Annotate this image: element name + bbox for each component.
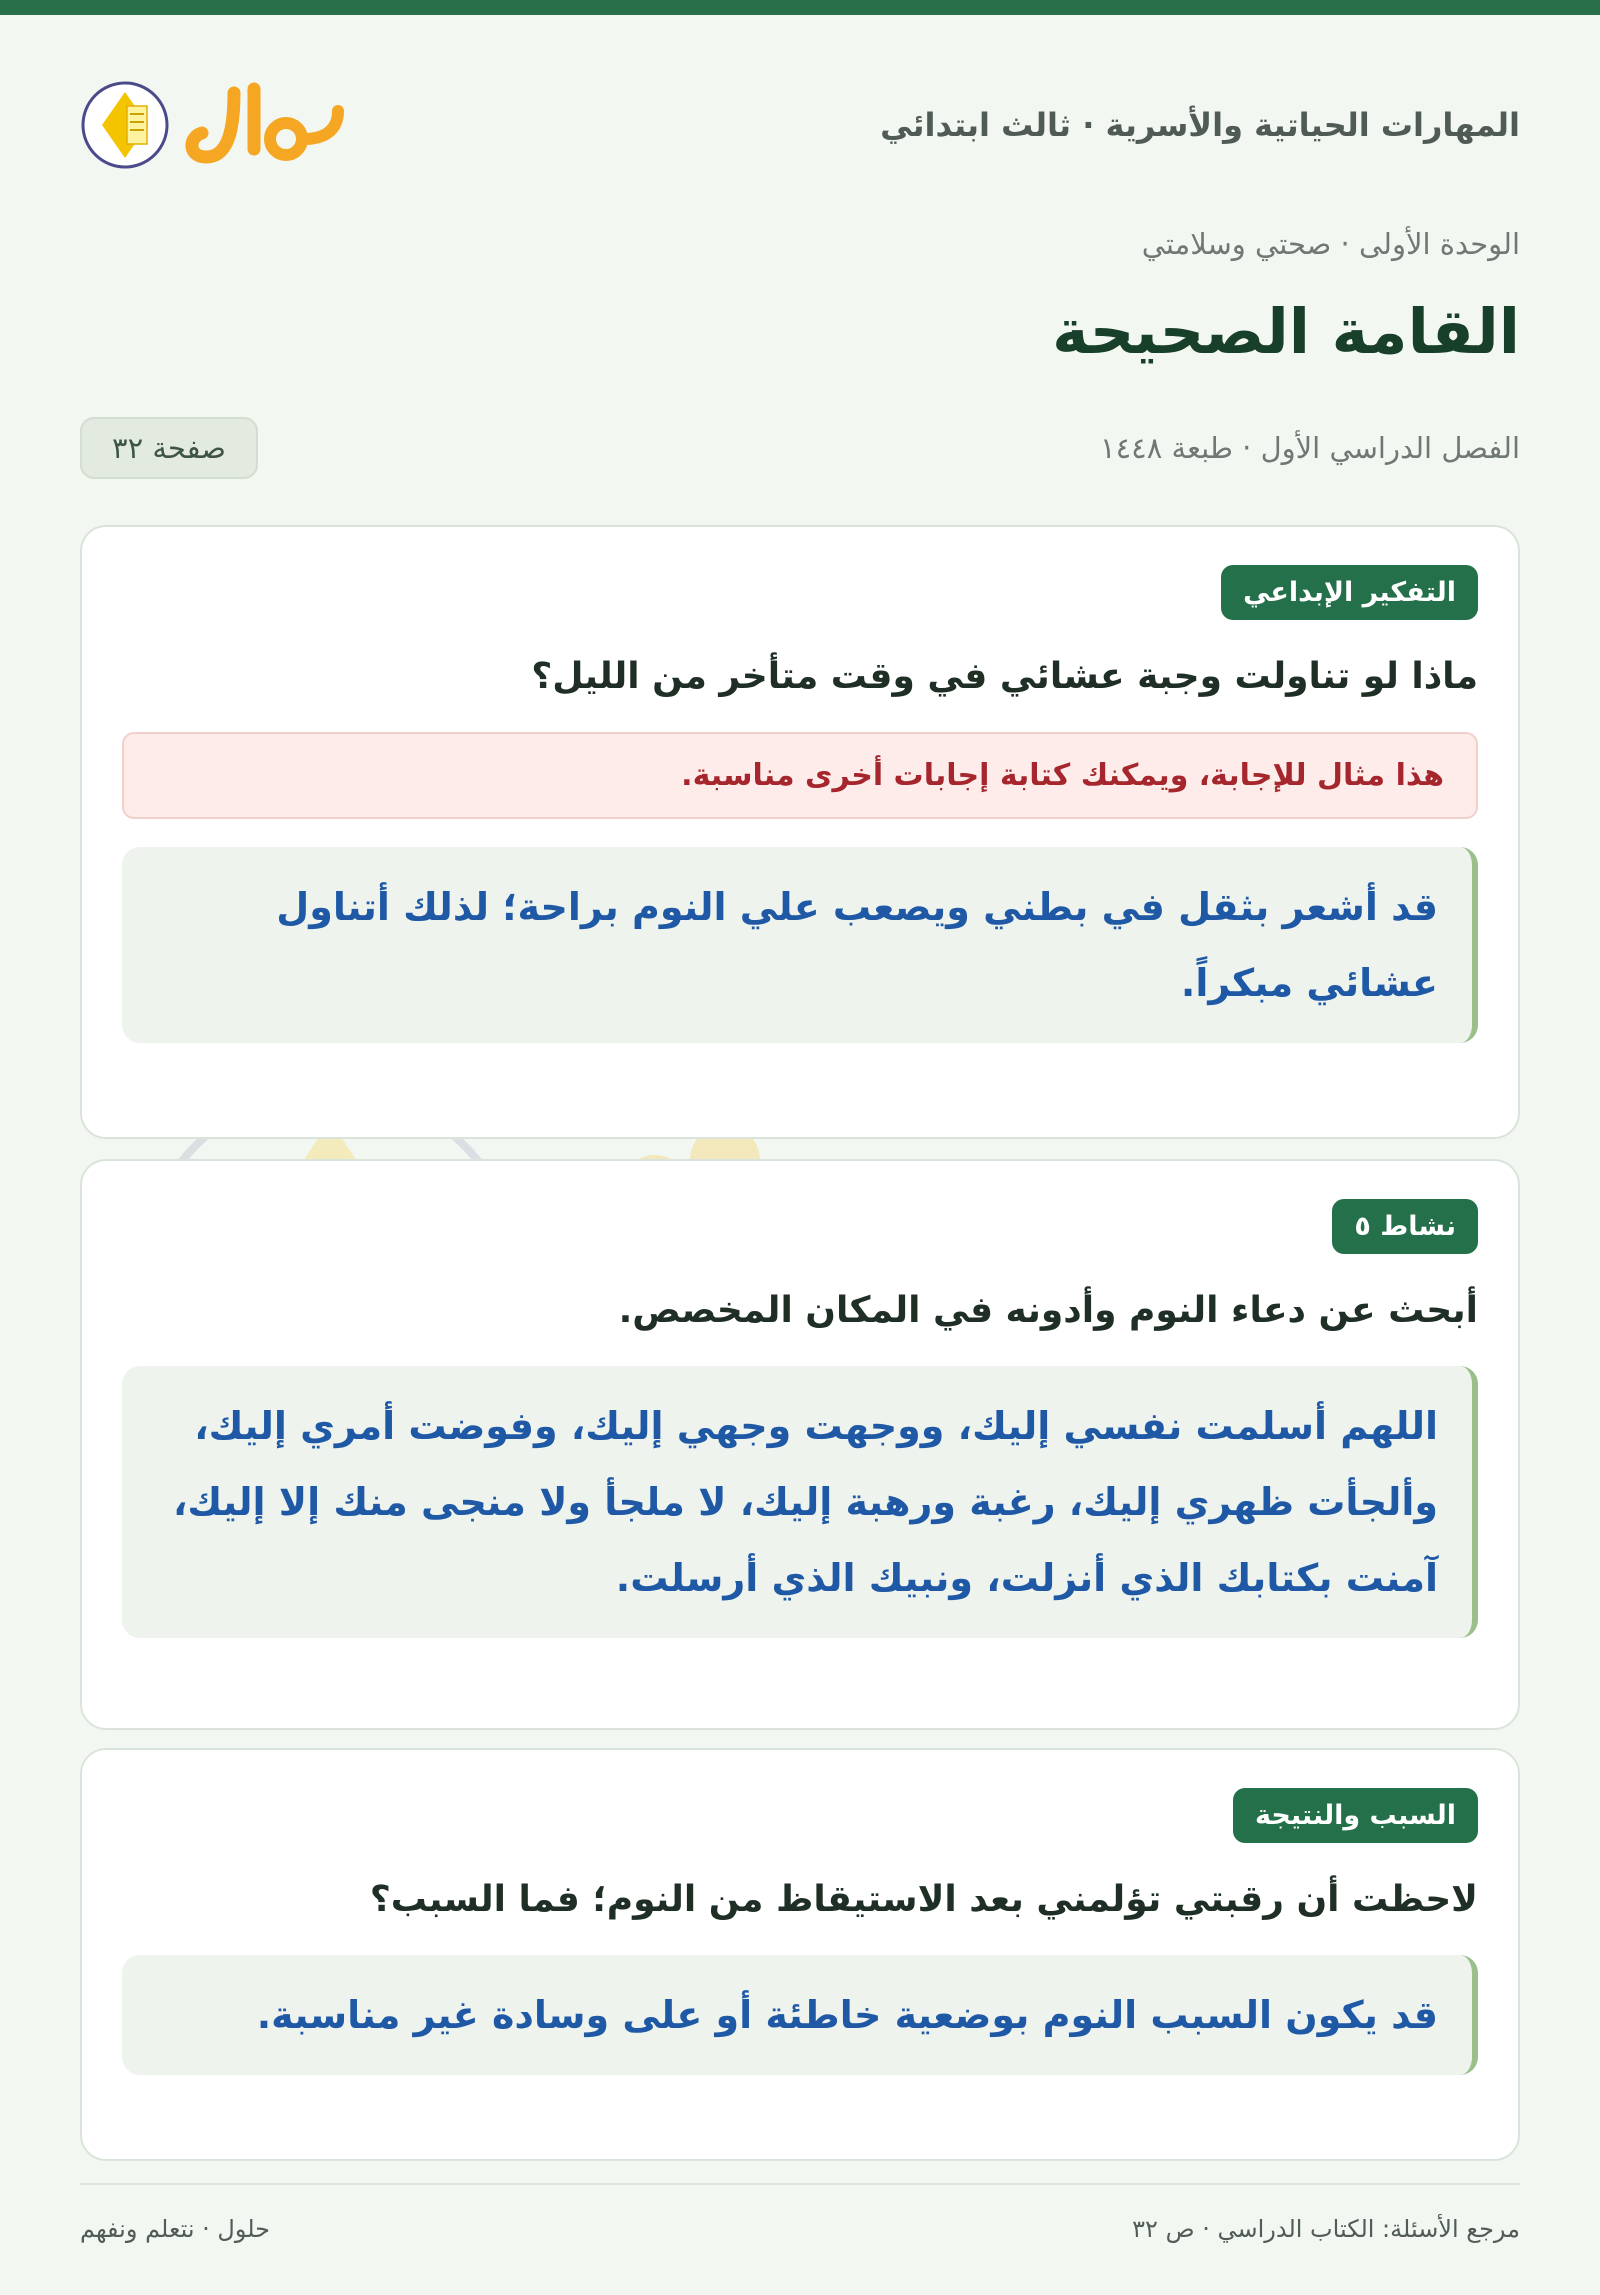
answer-box: قد يكون السبب النوم بوضعية خاطئة أو على وسادة غير مناسبة. <box>122 1955 1478 2075</box>
top-accent-bar <box>0 0 1600 15</box>
question-text: ماذا لو تناولت وجبة عشائي في وقت متأخر من الليل؟ <box>531 656 1478 697</box>
question-text: أبحث عن دعاء النوم وأدونه في المكان المخصص. <box>618 1290 1478 1331</box>
meta-row <box>80 413 1520 483</box>
question-card <box>80 525 1520 1139</box>
answer-box: قد أشعر بثقل في بطني ويصعب علي النوم براحة؛ لذلك أتناول عشائي مبكراً. <box>122 847 1478 1043</box>
book-diamond-icon <box>80 80 170 170</box>
footer <box>80 2215 1520 2243</box>
card-tag: التفكير الإبداعي <box>1221 565 1478 620</box>
card-tag: السبب والنتيجة <box>1233 1788 1478 1843</box>
footer-brand: حلول · نتعلم ونفهم <box>80 2215 270 2243</box>
answer-box: اللهم أسلمت نفسي إليك، ووجهت وجهي إليك، وفوضت أمري إليك، وألجأت ظهري إليك، رغبة ورهبة إليك، لا ملجأ ولا منجى منك إلا إليك، آمنت بكتابك الذي أنزلت، ونبيك الذي أرسلت. <box>122 1366 1478 1638</box>
logo-wordmark <box>174 75 354 175</box>
page <box>80 15 1520 2295</box>
unit-label: الوحدة الأولى · صحتي وسلامتي <box>1141 227 1520 261</box>
semester-label: الفصل الدراسي الأول · طبعة ١٤٤٨ <box>1100 431 1520 465</box>
question-card <box>80 1748 1520 2161</box>
question-text: لاحظت أن رقبتي تؤلمني بعد الاستيقاظ من النوم؛ فما السبب؟ <box>369 1879 1478 1920</box>
footer-divider <box>80 2183 1520 2185</box>
footer-reference: مرجع الأسئلة: الكتاب الدراسي · ص ٣٢ <box>1132 2215 1520 2243</box>
card-tag: نشاط ٥ <box>1332 1199 1478 1254</box>
page-title: القامة الصحيحة <box>1052 295 1520 368</box>
subject-title: المهارات الحياتية والأسرية · ثالث ابتدائي <box>880 106 1520 144</box>
answer-note: هذا مثال للإجابة، ويمكنك كتابة إجابات أخرى مناسبة. <box>122 732 1478 819</box>
question-card <box>80 1159 1520 1730</box>
page-number-badge: صفحة ٣٢ <box>80 417 258 479</box>
site-logo[interactable] <box>80 75 354 175</box>
header <box>80 65 1520 185</box>
